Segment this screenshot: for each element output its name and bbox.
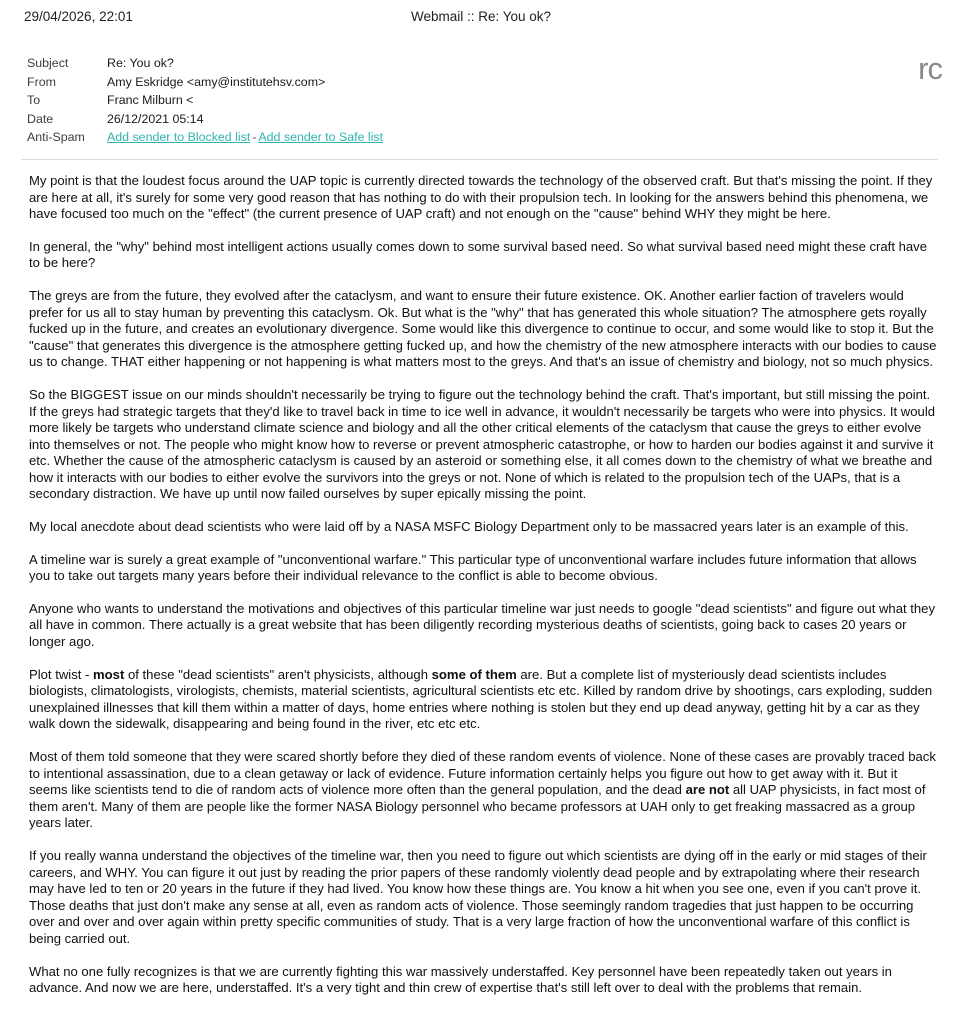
body-text-emphasis: are not bbox=[685, 782, 730, 798]
body-text-run: Plot twist - bbox=[29, 666, 94, 682]
meta-value-to: Franc Milburn < bbox=[107, 93, 194, 108]
document-title: Webmail :: Re: You ok? bbox=[410, 9, 552, 24]
body-text-run: In general, the "why" behind most intelligent actions usually comes down to some survival based need. So what survival based need might these craft have to be here? bbox=[29, 238, 927, 271]
body-paragraph bbox=[29, 519, 938, 536]
meta-label-subject: Subject bbox=[27, 56, 69, 70]
meta-value-subject: Re: You ok? bbox=[107, 56, 174, 70]
body-text-run: of these "dead scientists" aren't physicists, although bbox=[124, 666, 432, 682]
add-sender-to-safe-list-link[interactable]: Add sender to Safe list bbox=[258, 130, 384, 145]
meta-label-anti-spam: Anti-Spam bbox=[27, 130, 85, 145]
meta-row-anti-spam bbox=[27, 129, 383, 148]
body-paragraph bbox=[29, 288, 938, 371]
meta-label-date: Date bbox=[27, 111, 54, 126]
print-header bbox=[0, 0, 962, 43]
body-paragraph bbox=[29, 552, 938, 585]
body-text-run: all UAP physicists, in fact most of them aren't. Many of them are people like the former NASA Biology personnel who became professors at UAH only to get freaking massacred as a group years later. bbox=[29, 782, 926, 831]
meta-row-subject bbox=[27, 55, 383, 74]
body-text-run: My point is that the loudest focus around the UAP topic is currently directed towards the technology of the observed craft. But that's missing the point. If they are here at all, it's surely for some very good reason that has nothing to do with their propulsion tech. In looking for the answers behind this phenomena, we have focused too much on the "effect" (the current presence of UAP craft) and not enough on the "cause" behind WHY they might be here. bbox=[29, 172, 933, 222]
add-sender-to-blocked-list-link[interactable]: Add sender to Blocked list bbox=[107, 130, 251, 145]
body-paragraph bbox=[29, 848, 938, 948]
body-text-run: A timeline war is surely a great example of "unconventional warfare." This particular type of unconventional warfare includes future information that allows you to take out targets many years before their individual relevance to the conflict is able to become obvious. bbox=[29, 551, 917, 584]
body-text-emphasis: some of them bbox=[431, 666, 517, 682]
body-text-run: My local anecdote about dead scientists who were laid off by a NASA MSFC Biology Department only to be massacred years later is an example of this. bbox=[29, 519, 909, 535]
body-paragraph bbox=[29, 749, 938, 832]
body-paragraph bbox=[29, 387, 938, 503]
body-text-run: What no one fully recognizes is that we are currently fighting this war massively understaffed. Key personnel have been repeatedly taken out years in advance. And now we are here, understaffed. It's a very tight and thin crew of expertise that's still left over to deal with the problems that remain. bbox=[29, 963, 892, 996]
meta-value-date: 26/12/2021 05:14 bbox=[107, 111, 204, 126]
body-paragraph bbox=[29, 601, 938, 651]
body-text-run: Most of them told someone that they were scared shortly before they died of these random events of violence. None of these cases are provably traced back to intentional assassination, due to a clean getaway or lack of evidence. Future information certainly helps you figure out how to get away with it. But it seems like scientists tend to die of random acts of violence more often than the general population, and the dead bbox=[29, 749, 936, 798]
anti-spam-separator: - bbox=[252, 130, 257, 145]
meta-row-to bbox=[27, 92, 383, 111]
meta-value-anti-spam bbox=[107, 129, 383, 148]
meta-row-from bbox=[27, 74, 383, 93]
body-paragraph bbox=[29, 239, 938, 272]
message-header-section bbox=[0, 55, 962, 148]
body-text-run: are. But a complete list of mysteriously dead scientists includes biologists, climatologists, virologists, chemists, material scientists, agricultural scientists etc etc. Killed by random drive by shootings, cars exploding, sudden unexplained illnesses that kill them within a matter of days, home entries where nothing is stolen but they end up dead anyway, getting hit by a car as they walk down the sidewalk, disappearing and being found in the river, etc etc etc. bbox=[29, 666, 933, 732]
body-text-run: The greys are from the future, they evolved after the cataclysm, and want to ensure their future existence. OK. Another earlier faction of travelers would prefer for us all to stay human by preventing this cataclysm. Ok. But what is the "why" that has generated this whole situation? The atmosphere gets royally fucked up in the future, and creates an evolutionary divergence. Some would like this divergence to continue to occur, and some would like to stop it. But the "cause" that generates this divergence is the atmosphere getting fucked up, and how the chemistry of the new atmosphere interacts with our bodies to cause us to change. THAT either happening or not happening is what matters most to the greys. And that's an issue of chemistry and biology, not so much physics. bbox=[29, 287, 937, 370]
body-paragraph bbox=[29, 667, 938, 733]
print-timestamp: 29/04/2026, 22:01 bbox=[24, 9, 133, 24]
body-paragraph bbox=[29, 964, 938, 997]
body-text-emphasis: most bbox=[93, 666, 125, 682]
meta-row-date bbox=[27, 111, 383, 130]
meta-label-to: To bbox=[27, 93, 41, 108]
meta-label-from: From bbox=[27, 74, 56, 89]
body-paragraph bbox=[29, 173, 938, 223]
brand-logo-icon: rc bbox=[918, 51, 942, 86]
message-body bbox=[0, 160, 962, 997]
meta-value-from: Amy Eskridge <amy@institutehsv.com> bbox=[107, 74, 326, 89]
body-text-run: If you really wanna understand the objectives of the timeline war, then you need to figure out which scientists are dying off in the early or mid stages of their careers, and WHY. You can figure it out just by reading the prior papers of these randomly violently dead people and by extrapolating where their research may have led to ten or 20 years in the future if they had lived. You know how these things are. You know a hit when you see one, even if you can't prove it. Those deaths that just don't make any sense at all, even as random acts of violence. Those seemingly random tragedies that just happen to be occurring over and over and over again within pretty specific communities of study. That is a very large fraction of how the unconventional warfare of this conflict is being carried out. bbox=[29, 847, 927, 946]
body-text-run: Anyone who wants to understand the motivations and objectives of this particular timeline war just needs to google "dead scientists" and figure out what they all have in common. There actually is a great website that has been diligently recording mysterious deaths of scientists, going back to cases 20 years or longer ago. bbox=[29, 600, 936, 650]
message-meta-table bbox=[27, 55, 383, 148]
body-text-run: So the BIGGEST issue on our minds shouldn't necessarily be trying to figure out the technology behind the craft. That's important, but still missing the point. If the greys had strategic targets that they'd like to travel back in time to ice well in advance, it wouldn't necessarily be targets who were into physics. It would more likely be targets who understand climate science and biology and all the other critical elements of the cataclysm that cause the greys to either evolve into themselves or not. The people who might know how to reverse or prevent atmospheric catastrophe, or how to harden our bodies against it and survive it etc. Whether the cause of the atmospheric cataclysm is caused by an asteroid or something else, it all comes down to the chemistry of what we breathe and how it interacts with our bodies to either evolve the survivors into the greys or not. None of which is related to the propulsion tech of the UAPs, that is a secondary distraction. We have up until now failed ourselves by super epically missing the point. bbox=[29, 386, 936, 502]
